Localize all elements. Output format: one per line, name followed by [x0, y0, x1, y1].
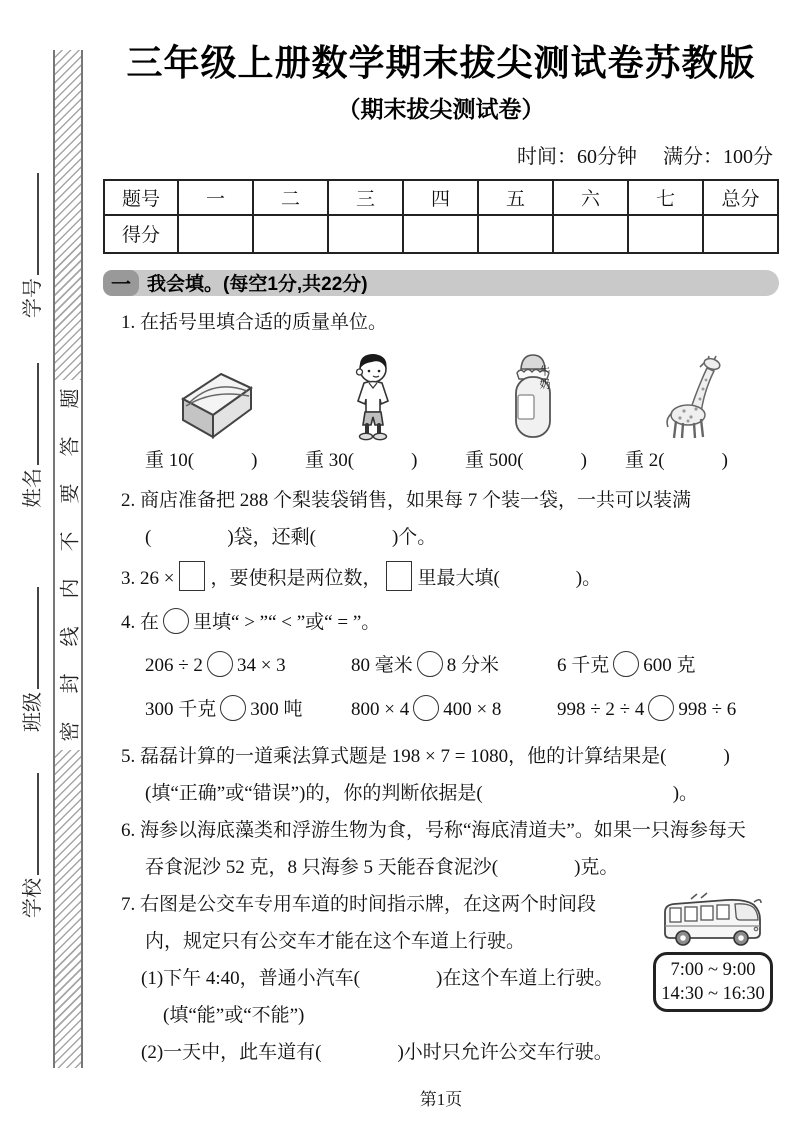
question-4-row1: [103, 644, 779, 688]
score-table-col: 五: [478, 180, 553, 215]
eraser-illustration: [163, 349, 263, 441]
q4-text: 里填“ > ”“ < ”或“ = ”。: [193, 611, 381, 633]
q4-pair: 80 毫米 8 分米: [351, 644, 557, 688]
student-number-blank: [16, 173, 39, 275]
question-4-row2: [103, 688, 779, 732]
student-number-field: [16, 173, 45, 318]
score-cell: [553, 215, 628, 253]
score-table-corner: 题号: [104, 180, 178, 215]
giraffe-illustration: [657, 349, 729, 441]
q1-label-eraser: 重 10( ): [145, 449, 258, 471]
q4-pair: 998 ÷ 2 ÷ 4 998 ÷ 6: [557, 688, 736, 732]
seal-line-text: [55, 380, 81, 750]
score-cell: [703, 215, 778, 253]
q4-compare-circle: [413, 695, 439, 721]
score-table-col: 总分: [703, 180, 778, 215]
score-cell: [178, 215, 253, 253]
question-7-sub1: (1)下午 4:40，普通小汽车( )在这个车道上行驶。: [141, 967, 614, 989]
question-7-sub2: (2)一天中，此车道有( )小时只允许公交车行驶。: [141, 1041, 613, 1063]
score-cell: [253, 215, 328, 253]
seal-char: 不: [59, 531, 82, 552]
q4-pair: 800 × 4 400 × 8: [351, 688, 557, 732]
question-1-text: 1. 在括号里填合适的质量单位。: [121, 311, 388, 333]
seal-hatch-top: [55, 50, 81, 380]
score-info: 满分：100分: [663, 145, 773, 168]
school-field: [16, 773, 45, 918]
q4-text: 4. 在: [121, 611, 160, 633]
bus-illustration: [657, 890, 769, 950]
section-one-bar: [103, 270, 779, 296]
score-row-label: 得分: [104, 215, 178, 253]
time-sign-line2: 14:30 ~ 16:30: [661, 983, 765, 1004]
question-5-line1: 5. 磊磊计算的一道乘法算式题是 198 × 7 = 1080，他的计算结果是( ): [121, 745, 730, 767]
seal-char: 密: [59, 721, 82, 742]
question-6-line1: 6. 海参以海底藻类和浮游生物为食，号称“海底清道夫”。如果一只海参每天: [121, 819, 746, 841]
score-table-header-row: [104, 180, 778, 215]
school-label: 学校: [22, 878, 44, 918]
q3-text: ，要使积是两位数，: [210, 567, 382, 589]
q4-compare-circle: [220, 695, 246, 721]
score-table-col: 三: [328, 180, 403, 215]
q4-pair: 6 千克 600 克: [557, 644, 696, 688]
score-table-col: 二: [253, 180, 328, 215]
q4-compare-circle: [163, 608, 189, 634]
name-blank: [16, 363, 39, 465]
score-cell: [628, 215, 703, 253]
seal-char: 要: [59, 483, 82, 504]
seal-char: 内: [59, 578, 82, 599]
question-7-line2: 内，规定只有公交车才能在这个车道上行驶。: [145, 930, 526, 952]
page-title: 三年级上册数学期末拔尖测试卷苏教版: [126, 42, 756, 83]
question-7-line1: 7. 右图是公交车专用车道的时间指示牌，在这两个时间段: [121, 893, 597, 915]
score-table-score-row: [104, 215, 778, 253]
q1-label-milk: 重 500( ): [465, 449, 587, 471]
q3-answer-box-2: [386, 561, 412, 591]
seal-char: 封: [59, 673, 82, 694]
section-one-title: 我会填。(每空1分,共22分): [147, 274, 368, 296]
q4-pair: 300 千克 300 吨: [145, 688, 351, 732]
milk-bottle-illustration: [503, 349, 563, 441]
boy-illustration: [342, 349, 404, 441]
q4-compare-circle: [613, 651, 639, 677]
question-6-line2: 吞食泥沙 52 克，8 只海参 5 天能吞食泥沙( )克。: [145, 856, 619, 878]
q1-label-boy: 重 30( ): [305, 449, 418, 471]
q4-compare-circle: [207, 651, 233, 677]
score-cell: [403, 215, 478, 253]
score-cell: [478, 215, 553, 253]
question-4-intro: [103, 602, 779, 644]
section-one-badge: 一: [103, 270, 139, 296]
milk-label-text: 牛奶: [538, 364, 550, 391]
seal-hatch-bottom: [55, 750, 81, 1068]
score-table-col: 一: [178, 180, 253, 215]
question-7-sub1-hint: (填“能”或“不能”): [163, 1004, 305, 1026]
q1-item-boy: [293, 349, 453, 472]
score-cell: [328, 215, 403, 253]
q3-text: 里最大填( )。: [417, 567, 602, 589]
seal-char: 答: [59, 436, 82, 457]
question-5-line2: (填“正确”或“错误”)的，你的判断依据是( )。: [145, 782, 699, 804]
q1-item-milk: [453, 349, 613, 472]
class-label: 班级: [22, 692, 44, 732]
class-field: [16, 587, 45, 732]
score-table-col: 七: [628, 180, 703, 215]
class-blank: [16, 587, 39, 689]
school-blank: [16, 773, 39, 875]
q1-label-giraffe: 重 2( ): [625, 449, 728, 471]
student-number-label: 学号: [22, 278, 44, 318]
question-2-line1: 2. 商店准备把 288 个梨装袋销售，如果每 7 个装一袋，一共可以装满: [121, 489, 692, 511]
seal-char: 题: [59, 388, 82, 409]
q1-item-eraser: [133, 349, 293, 472]
time-sign-line1: 7:00 ~ 9:00: [670, 959, 756, 980]
q3-answer-box-1: [179, 561, 205, 591]
bus-lane-time-sign: [653, 952, 773, 1012]
question-2-line2: ( )袋，还剩( )个。: [145, 526, 437, 548]
time-info: 时间：60分钟: [517, 145, 637, 168]
bus-lane-figure: [647, 890, 779, 1012]
seal-char: 线: [59, 626, 82, 647]
question-3: [103, 556, 779, 602]
question-1-figures: [133, 349, 779, 472]
seal-band: [53, 50, 83, 1068]
q4-compare-circle: [648, 695, 674, 721]
name-field: [16, 363, 45, 508]
q3-text: 3. 26 ×: [121, 567, 175, 589]
score-table-col: 四: [403, 180, 478, 215]
q4-compare-circle: [417, 651, 443, 677]
page-number: 第1页: [419, 1089, 463, 1109]
exam-info: [103, 140, 773, 169]
score-table-col: 六: [553, 180, 628, 215]
question-7: [103, 886, 779, 1071]
page-subtitle: （期末拔尖测试卷）: [337, 95, 545, 122]
q4-pair: 206 ÷ 2 34 × 3: [145, 644, 351, 688]
name-label: 姓名: [22, 468, 44, 508]
score-table: [103, 179, 779, 254]
q1-item-giraffe: [613, 349, 773, 472]
paper-content: [103, 40, 779, 1110]
